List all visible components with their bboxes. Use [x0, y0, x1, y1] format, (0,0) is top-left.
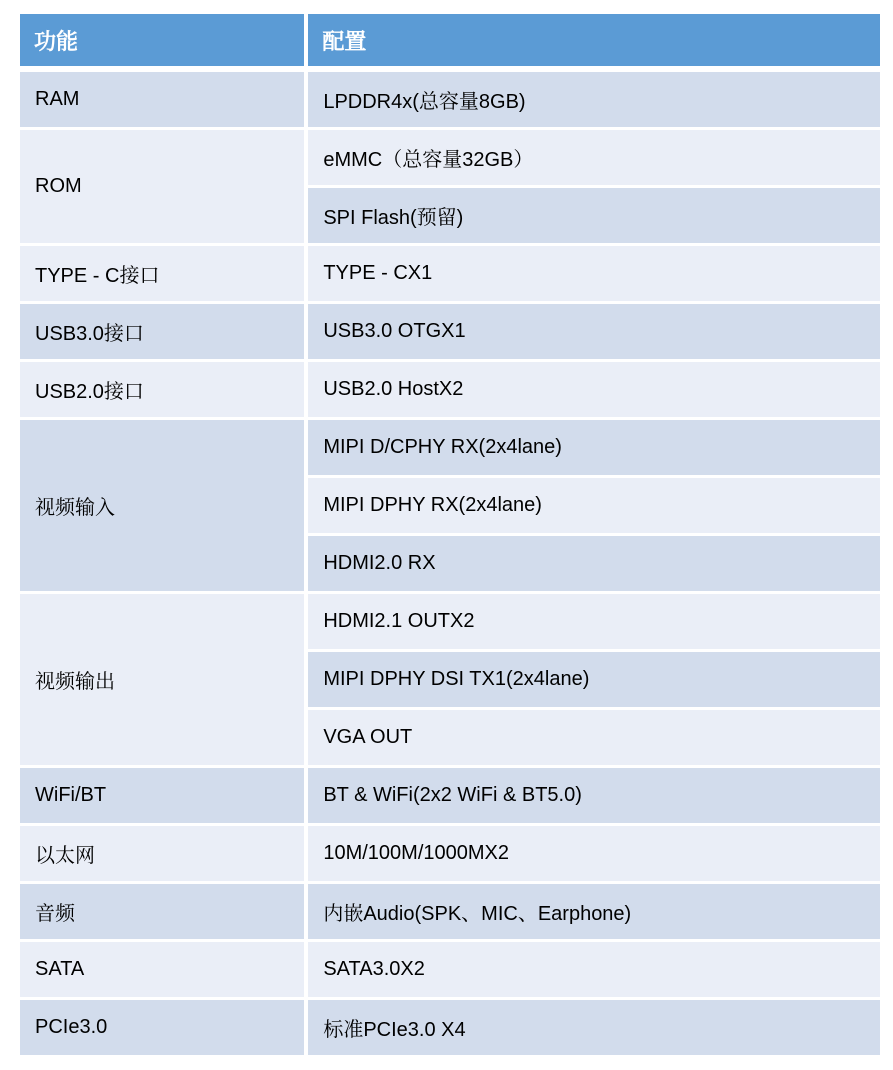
header-row: [20, 14, 880, 69]
cell-config: 标准PCIe3.0 X4: [306, 999, 880, 1057]
spec-table: [20, 14, 880, 1058]
cell-function: 音频: [20, 883, 306, 941]
cell-function: WiFi/BT: [20, 767, 306, 825]
table-row: [20, 69, 880, 129]
cell-function: 视频输入: [20, 419, 306, 593]
table-row: [20, 419, 880, 477]
table-row: [20, 941, 880, 999]
table-row: [20, 245, 880, 303]
table-row: [20, 361, 880, 419]
cell-function: RAM: [20, 69, 306, 129]
table-row: [20, 883, 880, 941]
cell-config: MIPI D/CPHY RX(2x4lane): [306, 419, 880, 477]
cell-config: LPDDR4x(总容量8GB): [306, 69, 880, 129]
cell-config: BT & WiFi(2x2 WiFi & BT5.0): [306, 767, 880, 825]
header-function: 功能: [20, 14, 306, 69]
table-row: [20, 767, 880, 825]
cell-config: SPI Flash(预留): [306, 187, 880, 245]
table-row: [20, 593, 880, 651]
cell-config: HDMI2.1 OUTX2: [306, 593, 880, 651]
cell-config: 内嵌Audio(SPK、MIC、Earphone): [306, 883, 880, 941]
table-row: [20, 129, 880, 187]
cell-function: SATA: [20, 941, 306, 999]
cell-function: 视频输出: [20, 593, 306, 767]
cell-config: HDMI2.0 RX: [306, 535, 880, 593]
table-row: [20, 303, 880, 361]
cell-config: MIPI DPHY DSI TX1(2x4lane): [306, 651, 880, 709]
cell-function: TYPE - C接口: [20, 245, 306, 303]
cell-config: USB3.0 OTGX1: [306, 303, 880, 361]
cell-function: USB2.0接口: [20, 361, 306, 419]
cell-function: ROM: [20, 129, 306, 245]
cell-function: 以太网: [20, 825, 306, 883]
cell-config: 10M/100M/1000MX2: [306, 825, 880, 883]
cell-config: USB2.0 HostX2: [306, 361, 880, 419]
table-row: [20, 825, 880, 883]
cell-config: VGA OUT: [306, 709, 880, 767]
cell-function: PCIe3.0: [20, 999, 306, 1057]
cell-config: MIPI DPHY RX(2x4lane): [306, 477, 880, 535]
cell-config: eMMC（总容量32GB）: [306, 129, 880, 187]
cell-config: TYPE - CX1: [306, 245, 880, 303]
cell-function: USB3.0接口: [20, 303, 306, 361]
table-row: [20, 999, 880, 1057]
cell-config: SATA3.0X2: [306, 941, 880, 999]
header-config: 配置: [306, 14, 880, 69]
